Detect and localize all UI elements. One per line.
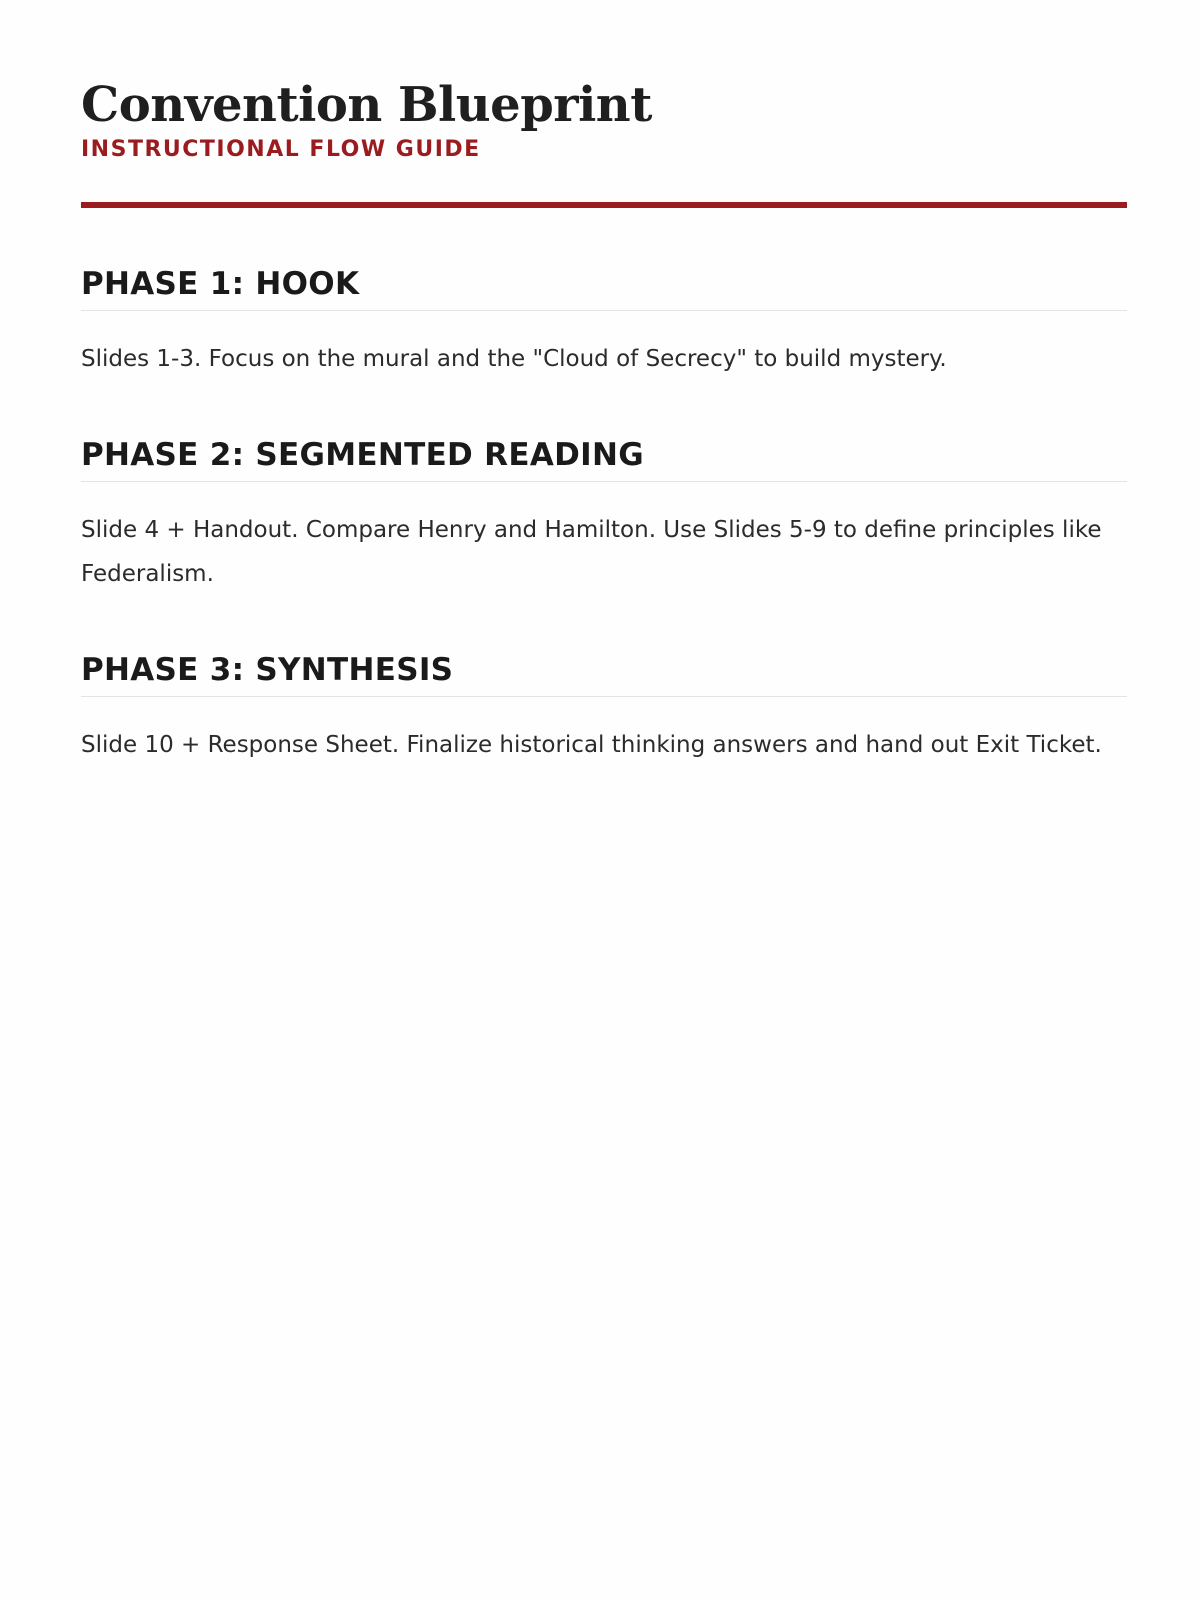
document-title: Convention Blueprint	[81, 77, 652, 133]
phase-1-text: Slides 1-3. Focus on the mural and the "Cloud of Secrecy" to build mystery.	[81, 346, 947, 373]
phase-2-text: Slide 4 + Handout. Compare Henry and Hamilton. Use Slides 5-9 to define principles like Federalism.	[81, 517, 1102, 588]
phase-2-heading: PHASE 2: SEGMENTED READING	[81, 437, 1127, 482]
document-subtitle: INSTRUCTIONAL FLOW GUIDE	[81, 137, 481, 163]
phase-1-heading: PHASE 1: HOOK	[81, 266, 1127, 311]
phase-3-section	[81, 652, 1127, 767]
document-content	[81, 78, 1127, 767]
phase-3-heading: PHASE 3: SYNTHESIS	[81, 652, 1127, 697]
document-header	[81, 78, 1127, 162]
header-accent-rule	[81, 202, 1127, 208]
phase-3-text: Slide 10 + Response Sheet. Finalize historical thinking answers and hand out Exit Ticket.	[81, 732, 1102, 759]
phase-2-section	[81, 437, 1127, 596]
phase-1-section	[81, 266, 1127, 381]
